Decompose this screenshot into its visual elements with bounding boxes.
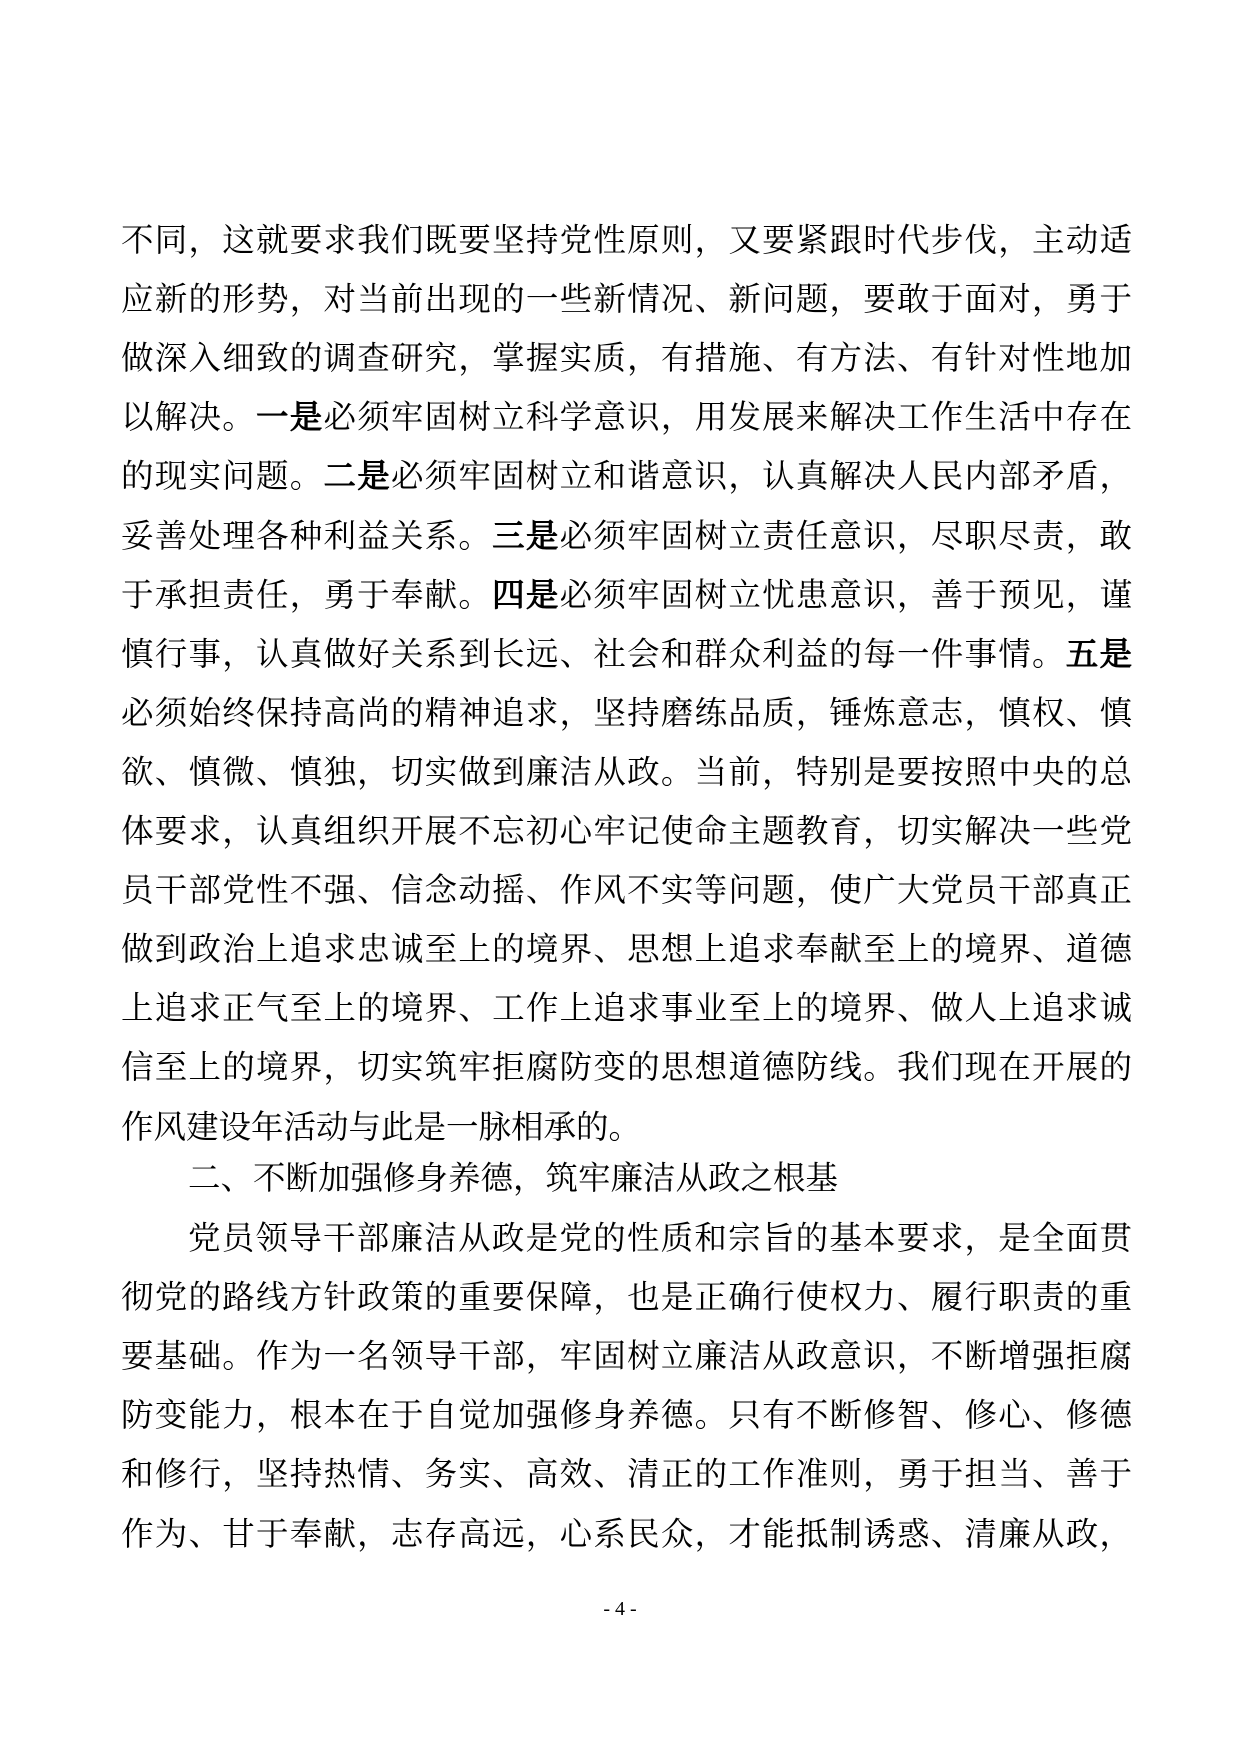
text-segment: 妥善处理各种利益关系。	[121, 516, 493, 555]
text-line	[121, 1275, 1132, 1319]
text-segment: 信至上的境界，切实筑牢拒腐防变的思想道德防线。我们现在开展的	[121, 1048, 1132, 1087]
text-line	[121, 986, 1132, 1030]
text-segment: 彻党的路线方针政策的重要保障，也是正确行使权力、履行职责的重	[121, 1278, 1132, 1317]
text-line	[121, 1512, 1132, 1556]
text-segment: 党员领导干部廉洁从政是党的性质和宗旨的基本要求，是全面贯	[188, 1219, 1132, 1257]
text-segment: 必须始终保持高尚的精神追求，坚持磨练品质，锤炼意志，慎权、慎	[121, 693, 1132, 732]
bold-marker: 一是	[255, 398, 324, 437]
text-line	[121, 1045, 1132, 1089]
text-segment: 的现实问题。	[121, 457, 324, 496]
text-line	[121, 277, 1132, 321]
text-segment: 二、不断加强修身养德，筑牢廉洁从政之根基	[188, 1159, 839, 1197]
text-segment: 员干部党性不强、信念动摇、作风不实等问题，使广大党员干部真正	[121, 871, 1132, 910]
text-segment: 和修行，坚持热情、务实、高效、清正的工作准则，勇于担当、善于	[121, 1455, 1132, 1494]
text-segment: 体要求，认真组织开展不忘初心牢记使命主题教育，切实解决一些党	[121, 812, 1132, 850]
text-segment: 欲、慎微、慎独，切实做到廉洁从政。当前，特别是要按照中央的总	[121, 752, 1132, 791]
text-segment: 必须牢固树立责任意识，尽职尽责，敢	[559, 516, 1132, 555]
text-segment: 做到政治上追求忠诚至上的境界、思想上追求奉献至上的境界、道德	[121, 930, 1132, 969]
text-line	[121, 1105, 1132, 1149]
section-heading	[188, 1156, 1132, 1200]
text-line	[121, 395, 1132, 439]
text-segment: 作风建设年活动与此是一脉相承的。	[121, 1107, 642, 1146]
text-segment: 不同，这就要求我们既要坚持党性原则，又要紧跟时代步伐，主动适	[121, 221, 1132, 259]
bold-marker: 四是	[492, 575, 560, 614]
text-line	[121, 1452, 1132, 1496]
text-segment: 于承担责任，勇于奉献。	[121, 575, 493, 614]
text-line	[121, 218, 1132, 262]
text-line	[121, 750, 1132, 794]
page-number: - 4 -	[603, 1598, 637, 1620]
text-line	[188, 1216, 1132, 1260]
text-segment: 应新的形势，对当前出现的一些新情况、新问题，要敢于面对，勇于	[121, 280, 1132, 319]
text-line	[121, 632, 1132, 676]
text-line	[121, 809, 1132, 853]
text-segment: 上追求正气至上的境界、工作上追求事业至上的境界、做人上追求诚	[121, 989, 1132, 1028]
text-line	[121, 454, 1132, 498]
bold-marker: 二是	[323, 457, 391, 496]
text-line	[121, 691, 1132, 735]
bold-marker: 三是	[492, 516, 560, 555]
text-segment: 必须牢固树立和谐意识，认真解决人民内部矛盾，	[390, 457, 1132, 496]
text-line	[121, 1393, 1132, 1437]
text-line	[121, 514, 1132, 558]
text-segment: 要基础。作为一名领导干部，牢固树立廉洁从政意识，不断增强拒腐	[121, 1337, 1132, 1376]
text-segment: 必须牢固树立忧患意识，善于预见，谨	[559, 575, 1132, 614]
text-line	[121, 1334, 1132, 1378]
text-line	[121, 573, 1132, 617]
text-segment: 防变能力，根本在于自觉加强修身养德。只有不断修智、修心、修德	[121, 1396, 1132, 1435]
text-segment: 做深入细致的调查研究，掌握实质，有措施、有方法、有针对性地加	[121, 339, 1132, 378]
text-line	[121, 927, 1132, 971]
text-segment: 慎行事，认真做好关系到长远、社会和群众利益的每一件事情。	[121, 634, 1066, 673]
text-segment: 以解决。	[121, 398, 256, 437]
text-line	[121, 868, 1132, 912]
text-line	[121, 336, 1132, 380]
text-segment: 作为、甘于奉献，志存高远，心系民众，才能抵制诱惑、清廉从政，	[121, 1514, 1132, 1553]
text-segment: 必须牢固树立科学意识，用发展来解决工作生活中存在	[323, 398, 1132, 437]
bold-marker: 五是	[1065, 634, 1132, 673]
